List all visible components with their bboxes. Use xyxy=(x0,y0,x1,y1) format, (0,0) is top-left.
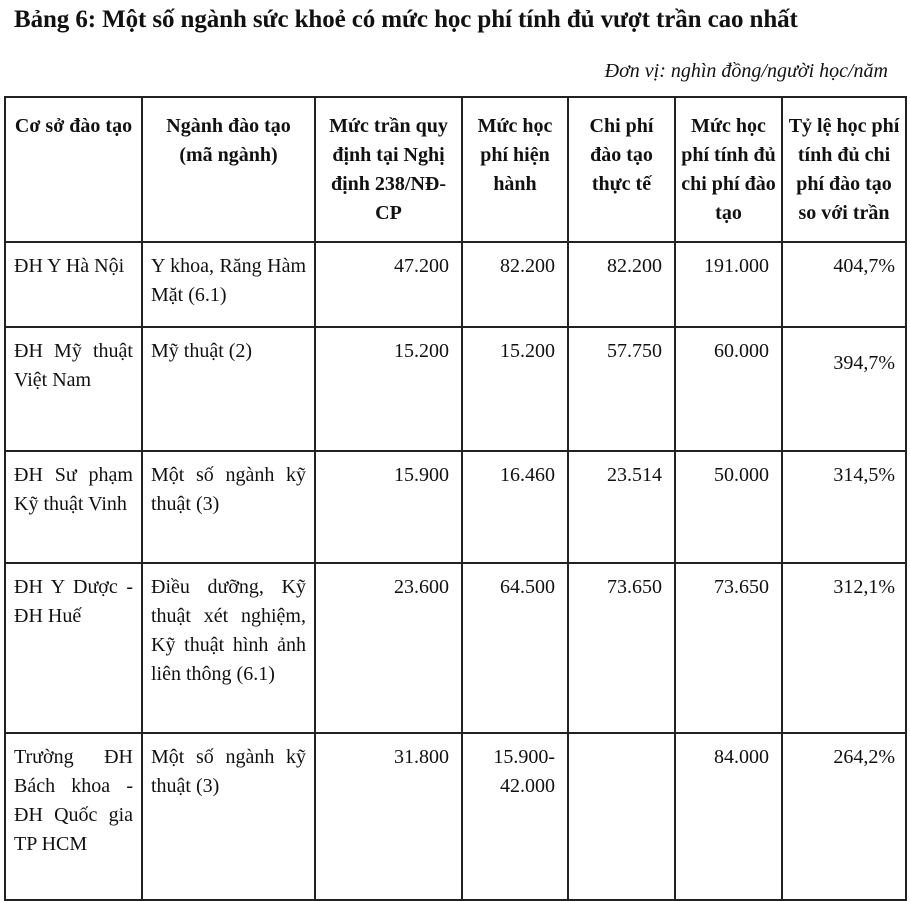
header-institution: Cơ sở đào tạo xyxy=(5,97,142,242)
header-row xyxy=(5,97,906,242)
header-full-fee: Mức học phí tính đủ chi phí đào tạo xyxy=(675,97,782,242)
header-actual-cost: Chi phí đào tạo thực tế xyxy=(568,97,675,242)
cell-ratio: 404,7% xyxy=(782,242,906,327)
cell-full-fee: 84.000 xyxy=(675,733,782,900)
header-current-fee: Mức học phí hiện hành xyxy=(462,97,568,242)
cell-full-fee: 50.000 xyxy=(675,451,782,563)
table-row xyxy=(5,451,906,563)
header-ceiling: Mức trần quy định tại Nghị định 238/NĐ-CP xyxy=(315,97,462,242)
cell-program: Một số ngành kỹ thuật (3) xyxy=(142,733,315,900)
table-row xyxy=(5,733,906,900)
cell-ceiling: 15.900 xyxy=(315,451,462,563)
cell-ceiling: 15.200 xyxy=(315,327,462,451)
table-row xyxy=(5,563,906,733)
table-row xyxy=(5,242,906,327)
cell-ratio: 264,2% xyxy=(782,733,906,900)
cell-ceiling: 47.200 xyxy=(315,242,462,327)
cell-full-fee: 191.000 xyxy=(675,242,782,327)
cell-institution: Trường ĐH Bách khoa - ĐH Quốc gia TP HCM xyxy=(5,733,142,900)
unit-note: Đơn vị: nghìn đồng/người học/năm xyxy=(604,60,888,82)
cell-current-fee: 16.460 xyxy=(462,451,568,563)
cell-ratio: 312,1% xyxy=(782,563,906,733)
cell-current-fee: 15.200 xyxy=(462,327,568,451)
cell-actual-cost: 23.514 xyxy=(568,451,675,563)
cell-ratio: 314,5% xyxy=(782,451,906,563)
cell-institution: ĐH Y Dược - ĐH Huế xyxy=(5,563,142,733)
cell-institution: ĐH Mỹ thuật Việt Nam xyxy=(5,327,142,451)
cell-actual-cost xyxy=(568,733,675,900)
cell-institution: ĐH Sư phạm Kỹ thuật Vinh xyxy=(5,451,142,563)
cell-current-fee: 64.500 xyxy=(462,563,568,733)
cell-current-fee: 15.900-42.000 xyxy=(462,733,568,900)
header-ratio: Tỷ lệ học phí tính đủ chi phí đào tạo so với trần xyxy=(782,97,906,242)
cell-program: Một số ngành kỹ thuật (3) xyxy=(142,451,315,563)
fee-table xyxy=(4,96,907,901)
cell-actual-cost: 57.750 xyxy=(568,327,675,451)
cell-program: Mỹ thuật (2) xyxy=(142,327,315,451)
cell-current-fee: 82.200 xyxy=(462,242,568,327)
cell-actual-cost: 82.200 xyxy=(568,242,675,327)
table-row xyxy=(5,327,906,451)
cell-institution: ĐH Y Hà Nội xyxy=(5,242,142,327)
cell-actual-cost: 73.650 xyxy=(568,563,675,733)
cell-full-fee: 60.000 xyxy=(675,327,782,451)
cell-program: Điều dưỡng, Kỹ thuật xét nghiệm, Kỹ thuật hình ảnh liên thông (6.1) xyxy=(142,563,315,733)
cell-ceiling: 31.800 xyxy=(315,733,462,900)
cell-ratio: 394,7% xyxy=(782,327,906,451)
table-title: Bảng 6: Một số ngành sức khoẻ có mức học phí tính đủ vượt trần cao nhất xyxy=(14,6,798,33)
cell-program: Y khoa, Răng Hàm Mặt (6.1) xyxy=(142,242,315,327)
cell-ceiling: 23.600 xyxy=(315,563,462,733)
cell-full-fee: 73.650 xyxy=(675,563,782,733)
header-program: Ngành đào tạo (mã ngành) xyxy=(142,97,315,242)
